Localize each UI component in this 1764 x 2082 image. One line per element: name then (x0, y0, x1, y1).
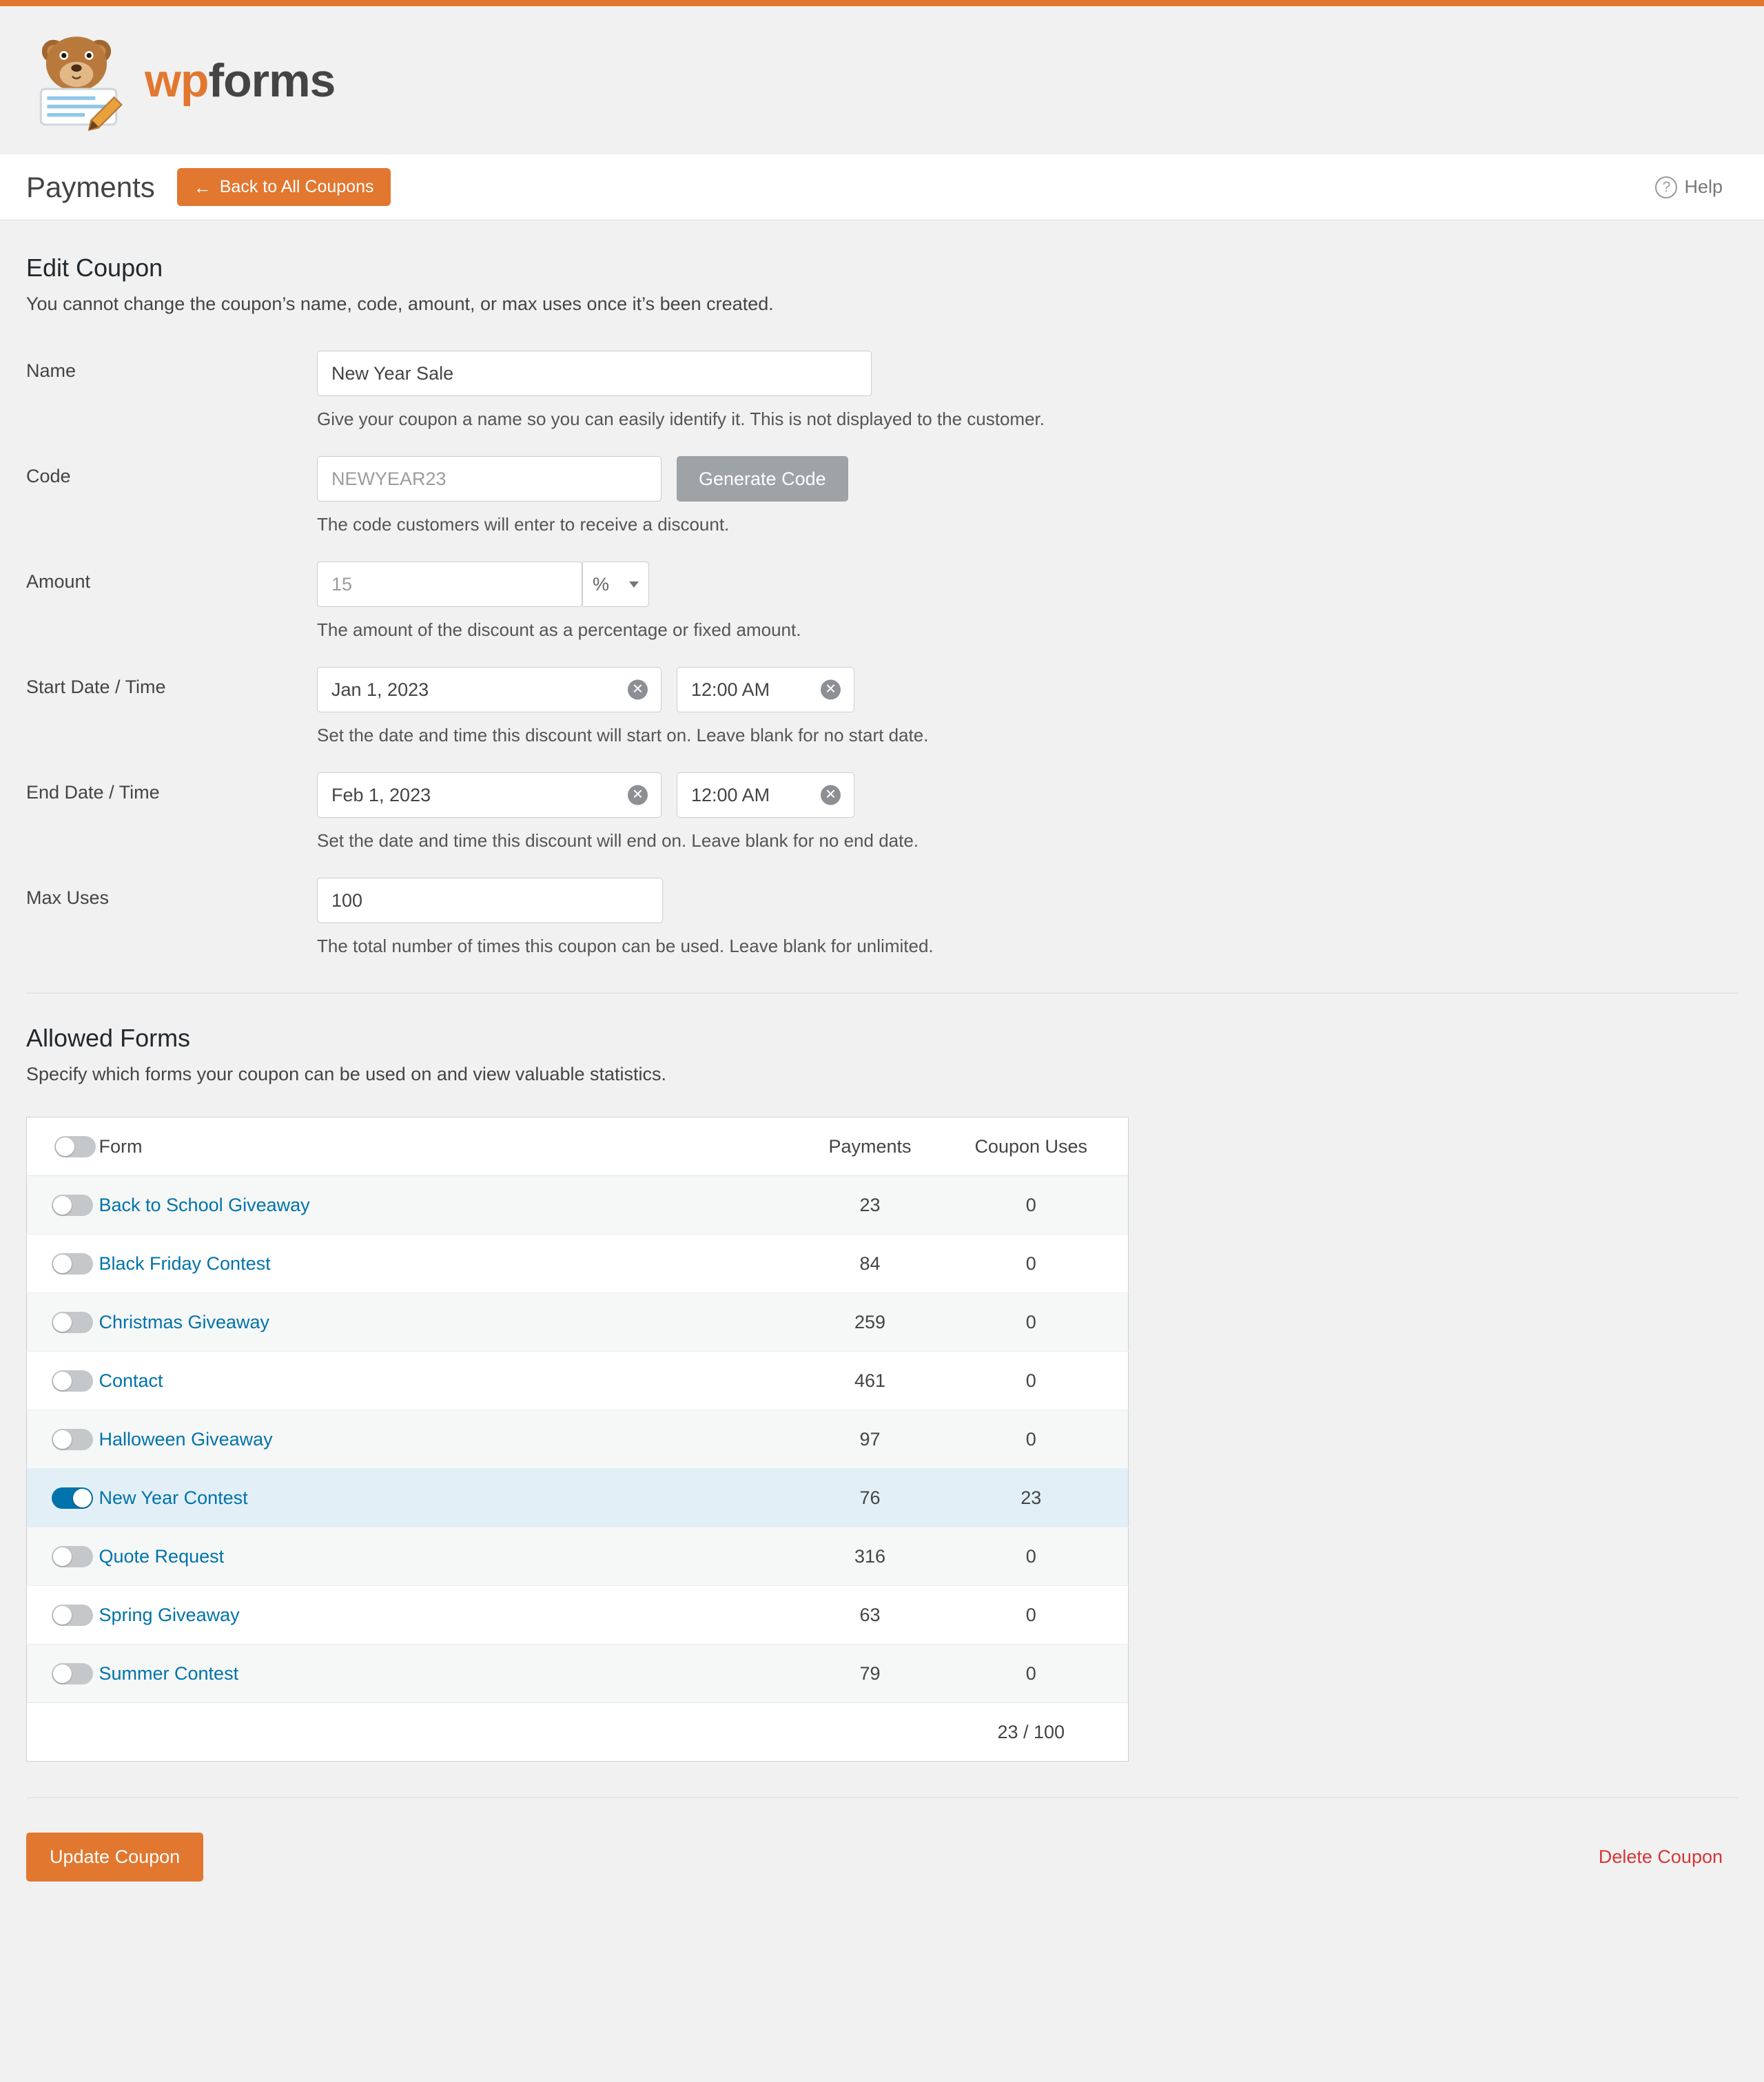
name-input-line (317, 351, 1738, 396)
top-accent-bar (0, 0, 1764, 6)
code-input-line (317, 456, 1738, 502)
form-enable-toggle[interactable] (52, 1605, 93, 1626)
help-label: Help (1684, 176, 1723, 197)
form-name-cell (99, 1645, 784, 1703)
coupon-uses-cell: 0 (1025, 1253, 1036, 1274)
field-row-code (26, 456, 1738, 535)
row-toggle-cell (27, 1645, 99, 1703)
form-link[interactable]: Christmas Giveaway (99, 1311, 270, 1332)
form-link[interactable]: Black Friday Contest (99, 1253, 271, 1274)
coupon-uses-cell: 0 (1025, 1370, 1036, 1391)
coupon-code-input[interactable] (317, 456, 662, 502)
coupon-uses-cell: 0 (1025, 1428, 1036, 1450)
row-toggle-cell (27, 1352, 99, 1410)
name-help-text: Give your coupon a name so you can easily identify it. This is not displayed to the customer. (317, 409, 1045, 429)
form-link[interactable]: Quote Request (99, 1545, 225, 1567)
edit-coupon-description: You cannot change the coupon’s name, code, amount, or max uses once it’s been created. (26, 293, 774, 314)
code-field-body (317, 456, 1738, 535)
update-coupon-button[interactable]: Update Coupon (26, 1833, 203, 1882)
generate-code-button[interactable]: Generate Code (677, 456, 848, 502)
back-to-all-coupons-button[interactable] (177, 168, 391, 206)
table-row (27, 1235, 1129, 1293)
field-row-name (26, 351, 1738, 430)
field-row-end (26, 772, 1738, 852)
form-link[interactable]: New Year Contest (99, 1487, 248, 1508)
payments-cell: 97 (859, 1428, 881, 1450)
brand-forms: forms (208, 54, 336, 107)
end-label: End Date / Time (26, 782, 160, 803)
amount-label: Amount (26, 571, 91, 592)
max-uses-input[interactable] (317, 878, 663, 923)
amount-help-text: The amount of the discount as a percentage or fixed amount. (317, 619, 801, 640)
toggle-knob (73, 1489, 92, 1507)
end-input-line (317, 772, 1738, 818)
end-time-wrap (677, 772, 854, 818)
wpforms-logo (26, 28, 335, 133)
help-icon: ? (1655, 176, 1677, 198)
wpforms-wordmark (145, 54, 336, 107)
form-enable-toggle[interactable] (52, 1487, 93, 1509)
form-name-cell (99, 1469, 784, 1527)
table-row (27, 1176, 1129, 1235)
payments-cell: 461 (854, 1370, 886, 1391)
page-title: Payments (26, 170, 155, 203)
form-name-cell (99, 1410, 784, 1469)
allowed-forms-heading: Allowed Forms (26, 1024, 191, 1052)
form-enable-toggle[interactable] (52, 1663, 93, 1684)
amount-field-body (317, 561, 1738, 641)
toggle-knob (56, 1137, 74, 1156)
footer-empty-cell (27, 1703, 956, 1762)
max-uses-input-line (317, 878, 1738, 923)
row-toggle-cell (27, 1527, 99, 1586)
amount-unit-select[interactable] (582, 561, 649, 607)
edit-coupon-heading: Edit Coupon (26, 254, 163, 282)
total-coupon-uses: 23 / 100 (956, 1703, 1129, 1762)
coupon-uses-cell: 0 (1025, 1662, 1036, 1684)
form-enable-toggle[interactable] (52, 1370, 93, 1392)
amount-input-group (317, 561, 649, 607)
table-body (27, 1176, 1129, 1703)
payments-cell: 84 (859, 1253, 881, 1274)
code-help-text: The code customers will enter to receive a discount. (317, 514, 730, 535)
toggle-knob (53, 1372, 72, 1390)
start-input-line (317, 667, 1738, 712)
table-row (27, 1293, 1129, 1352)
form-name-cell (99, 1235, 784, 1293)
table-foot (27, 1703, 1129, 1762)
form-name-cell (99, 1352, 784, 1410)
form-enable-toggle[interactable] (52, 1312, 93, 1333)
form-link[interactable]: Back to School Giveaway (99, 1194, 310, 1215)
end-time-clear-icon[interactable]: ✕ (821, 785, 841, 805)
amount-unit-value: % (593, 573, 610, 595)
field-row-amount (26, 561, 1738, 641)
coupon-uses-cell: 0 (1025, 1194, 1036, 1215)
code-label: Code (26, 466, 71, 486)
max-uses-help-text: The total number of times this coupon can be used. Leave blank for unlimited. (317, 936, 934, 956)
back-arrow-icon: ← (193, 176, 212, 198)
header-toggle-cell (27, 1117, 99, 1176)
allowed-forms-table (26, 1117, 1129, 1762)
toggle-knob (53, 1255, 72, 1273)
coupon-amount-input[interactable] (317, 561, 582, 607)
form-link[interactable]: Summer Contest (99, 1662, 239, 1684)
payments-cell: 259 (854, 1311, 886, 1332)
allowed-forms-description: Specify which forms your coupon can be used on and view valuable statistics. (26, 1064, 666, 1084)
end-help-text: Set the date and time this discount will end on. Leave blank for no end date. (317, 830, 919, 851)
end-date-clear-icon[interactable]: ✕ (628, 785, 648, 805)
header-form: Form (99, 1117, 784, 1176)
toggle-knob (53, 1313, 72, 1332)
coupon-uses-cell: 0 (1025, 1604, 1036, 1625)
back-button-label: Back to All Coupons (219, 177, 374, 196)
row-toggle-cell (27, 1293, 99, 1352)
payments-cell: 23 (859, 1194, 881, 1215)
row-toggle-cell (27, 1176, 99, 1235)
form-link[interactable]: Contact (99, 1370, 163, 1391)
form-link[interactable]: Halloween Giveaway (99, 1428, 273, 1450)
coupon-uses-cell: 0 (1025, 1545, 1036, 1567)
row-toggle-cell (27, 1235, 99, 1293)
footer-divider (26, 1797, 1738, 1798)
payments-cell: 76 (859, 1487, 881, 1508)
end-date-input[interactable] (317, 772, 662, 818)
table-row (27, 1352, 1129, 1410)
field-row-max-uses (26, 878, 1738, 957)
form-name-cell (99, 1586, 784, 1645)
amount-input-line (317, 561, 1738, 607)
table-row (27, 1586, 1129, 1645)
start-date-input[interactable] (317, 667, 662, 712)
toggle-knob (53, 1606, 72, 1625)
toggle-knob (53, 1430, 72, 1449)
form-name-cell (99, 1176, 784, 1235)
start-field-body (317, 667, 1738, 746)
coupon-name-input[interactable] (317, 351, 872, 396)
header-payments: Payments (784, 1117, 956, 1176)
chevron-down-icon (629, 581, 639, 588)
name-field-body (317, 351, 1738, 430)
table-header-row (27, 1117, 1129, 1176)
payments-cell: 316 (854, 1545, 886, 1567)
coupon-uses-cell: 23 (1021, 1487, 1042, 1508)
name-label: Name (26, 360, 76, 381)
table-row (27, 1469, 1129, 1527)
coupon-uses-cell: 0 (1025, 1311, 1036, 1332)
form-name-cell (99, 1527, 784, 1586)
start-date-wrap (317, 667, 662, 712)
form-link[interactable]: Spring Giveaway (99, 1604, 240, 1625)
footer-actions (26, 1833, 1738, 1882)
toggle-all-forms[interactable] (54, 1136, 96, 1157)
table-footer-row (27, 1703, 1129, 1762)
brand-wp: wp (145, 54, 209, 107)
row-toggle-cell (27, 1586, 99, 1645)
main-content (0, 220, 1764, 1882)
field-row-start (26, 667, 1738, 746)
start-help-text: Set the date and time this discount will start on. Leave blank for no start date. (317, 725, 929, 745)
table-head (27, 1117, 1129, 1176)
row-toggle-cell (27, 1469, 99, 1527)
toggle-knob (53, 1547, 72, 1566)
end-field-body (317, 772, 1738, 852)
start-label: Start Date / Time (26, 677, 166, 697)
delete-coupon-link[interactable]: Delete Coupon (1598, 1846, 1723, 1867)
row-toggle-cell (27, 1410, 99, 1469)
end-date-wrap (317, 772, 662, 818)
form-enable-toggle[interactable] (52, 1253, 93, 1275)
form-enable-toggle[interactable] (52, 1429, 93, 1450)
bear-mascot-icon (26, 28, 131, 133)
start-time-clear-icon[interactable]: ✕ (821, 680, 841, 700)
header-coupon-uses: Coupon Uses (956, 1117, 1129, 1176)
start-time-wrap (677, 667, 854, 712)
table-row (27, 1527, 1129, 1586)
page-header-bar (0, 154, 1764, 220)
max-uses-field-body (317, 878, 1738, 957)
table-row (27, 1410, 1129, 1469)
toggle-knob (53, 1664, 72, 1683)
payments-cell: 63 (859, 1604, 881, 1625)
form-enable-toggle[interactable] (52, 1546, 93, 1567)
start-date-clear-icon[interactable]: ✕ (628, 680, 648, 700)
payments-cell: 79 (859, 1662, 881, 1684)
form-enable-toggle[interactable] (52, 1195, 93, 1216)
table-row (27, 1645, 1129, 1703)
toggle-knob (53, 1196, 72, 1215)
form-name-cell (99, 1293, 784, 1352)
help-link[interactable] (1655, 176, 1738, 198)
max-uses-label: Max Uses (26, 887, 110, 908)
brand-header (0, 6, 1764, 154)
